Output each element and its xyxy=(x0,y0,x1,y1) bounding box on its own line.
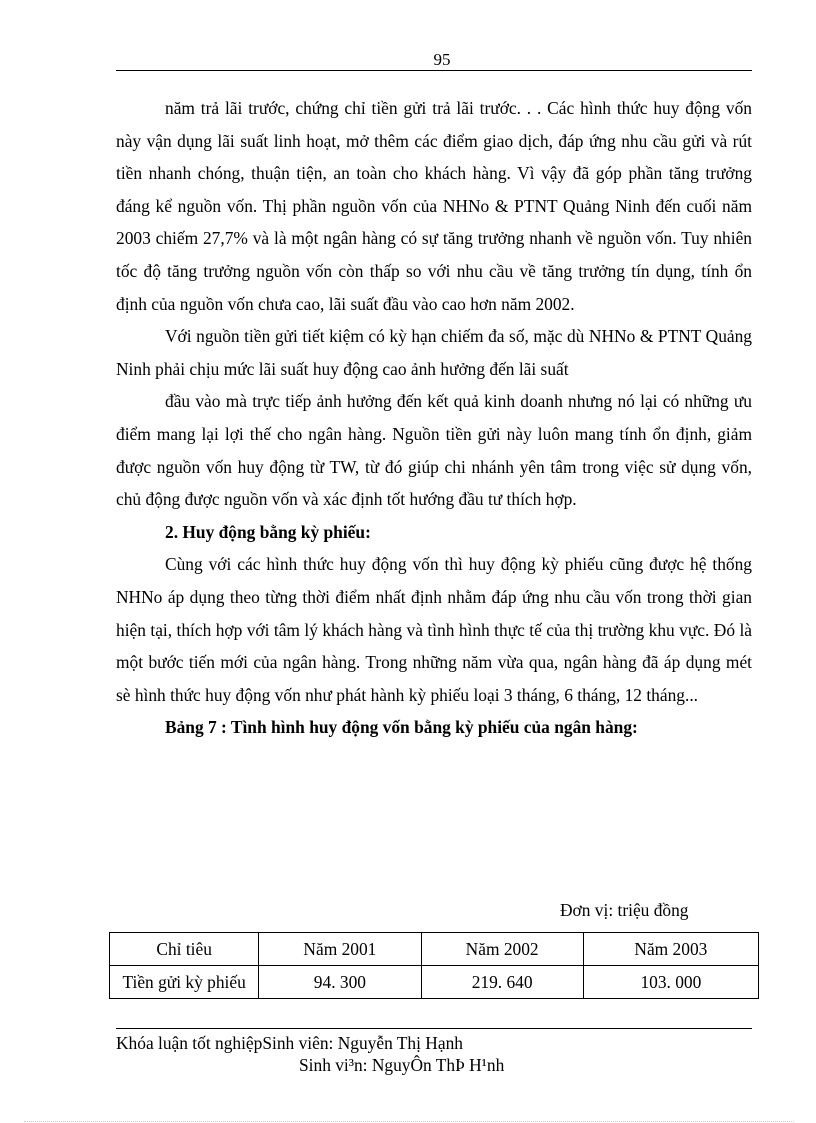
footer-rule xyxy=(116,1028,752,1029)
table-cell: 94. 300 xyxy=(259,966,421,999)
header-rule xyxy=(116,70,752,71)
paragraph-3: đầu vào mà trực tiếp ảnh hưởng đến kết quả kinh doanh nhưng nó lại có những ưu điểm mang lại lợi thế cho ngân hàng. Nguồn tiền gửi này luôn mang tính ổn định, giảm được nguồn vốn huy động từ TW, từ đó giúp chi nhánh yên tâm trong việc sử dụng vốn, chủ động được nguồn vốn và xác định tốt hướng đầu tư thích hợp. xyxy=(116,391,752,510)
body-text xyxy=(116,92,752,744)
table-cell: 103. 000 xyxy=(583,966,758,999)
page-edge-divider xyxy=(24,1121,794,1122)
paragraph-4: Cùng với các hình thức huy động vốn thì huy động kỳ phiếu cũng được hệ thống NHNo áp dụng theo từng thời điểm nhất định nhằm đáp ứng nhu cầu vốn trong thời gian hiện tại, thích hợp với tâm lý khách hàng và tình hình thực tế của thị trường khu vực. Đó là một bước tiến mới của ngân hàng. Trong những năm vừa qua, ngân hàng đã áp dụng mét sè hình thức huy động vốn như phát hành kỳ phiếu loại 3 tháng, 6 tháng, 12 tháng... xyxy=(116,554,752,705)
table-header-cell: Năm 2003 xyxy=(583,933,758,966)
paragraph-2: Với nguồn tiền gửi tiết kiệm có kỳ hạn chiếm đa số, mặc dù NHNo & PTNT Quảng Ninh phải chịu mức lãi suất huy động cao ảnh hưởng đến lãi suất xyxy=(116,326,752,379)
table-cell: Tiền gửi kỳ phiếu xyxy=(110,966,259,999)
table-header-cell: Năm 2002 xyxy=(421,933,583,966)
table-row xyxy=(110,966,759,999)
footer-line-2: Sinh vi³n: NguyÔn ThÞ H¹nh xyxy=(299,1055,505,1075)
table-header-cell: Chỉ tiêu xyxy=(110,933,259,966)
data-table xyxy=(109,932,759,999)
page-number: 95 xyxy=(433,50,451,69)
section-heading: 2. Huy động bằng kỳ phiếu: xyxy=(165,521,371,542)
table-caption: Bảng 7 : Tình hình huy động vốn bằng kỳ phiếu của ngân hàng: xyxy=(165,717,638,738)
unit-label: Đơn vị: triệu đồng xyxy=(560,900,689,920)
paragraph-1: năm trả lãi trước, chứng chỉ tiền gửi trả lãi trước. . . Các hình thức huy động vốn này vận dụng lãi suất linh hoạt, mở thêm các điểm giao dịch, đáp ứng nhu cầu gửi và rút tiền nhanh chóng, thuận tiện, an toàn cho khách hàng. Vì vậy đã góp phần tăng trưởng đáng kể nguồn vốn. Thị phần nguồn vốn của NHNo & PTNT Quảng Ninh đến cuối năm 2003 chiếm 27,7% và là một ngân hàng có sự tăng trưởng nhanh về nguồn vốn. Tuy nhiên tốc độ tăng trưởng nguồn vốn còn thấp so với nhu cầu về tăng trưởng tín dụng, tính ổn định của nguồn vốn chưa cao, lãi suất đầu vào cao hơn năm 2002. xyxy=(116,98,752,314)
table-cell: 219. 640 xyxy=(421,966,583,999)
table-header-row xyxy=(110,933,759,966)
table-header-cell: Năm 2001 xyxy=(259,933,421,966)
footer-line-1: Khóa luận tốt nghiệpSinh viên: Nguyễn Thị Hạnh xyxy=(116,1033,463,1053)
